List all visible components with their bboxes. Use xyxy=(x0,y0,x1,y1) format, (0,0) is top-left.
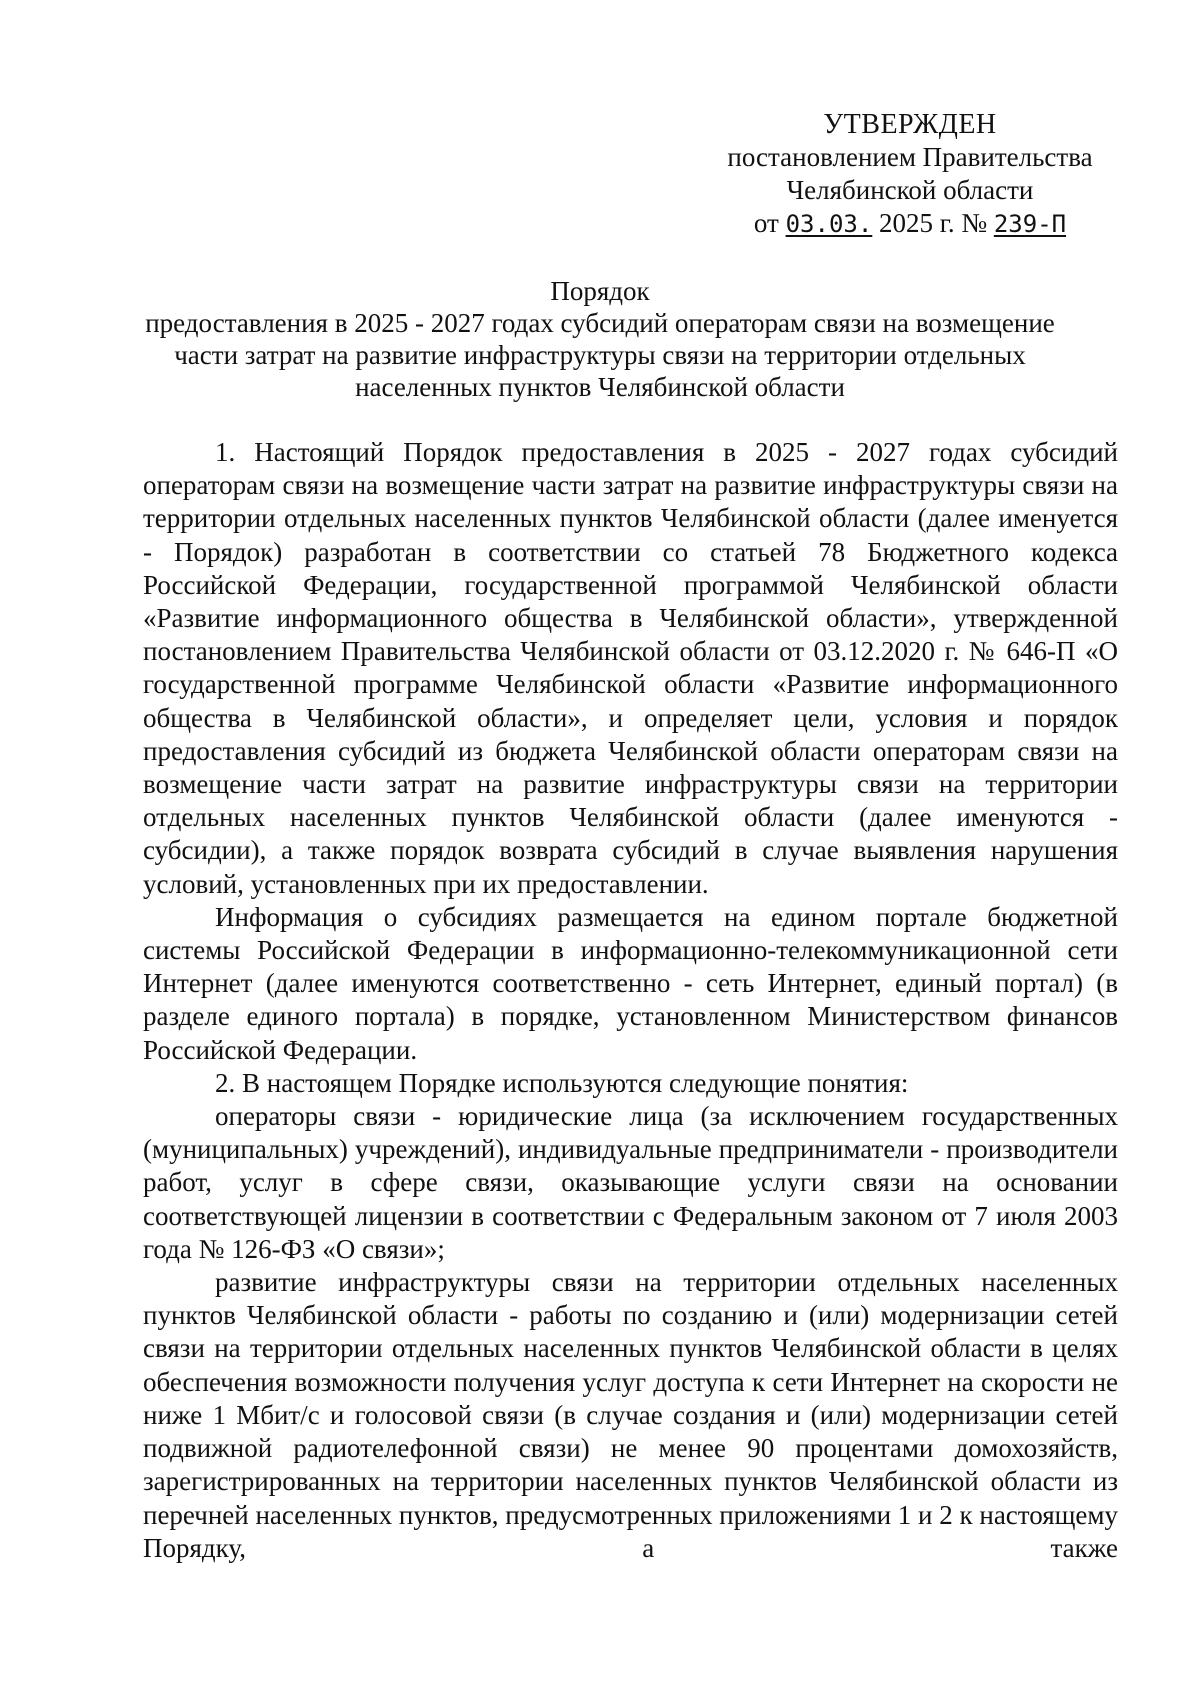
approval-date: 03.03. xyxy=(785,210,873,238)
title-line-2: части затрат на развитие инфраструктуры связи на территории отдельных xyxy=(174,340,1026,370)
approved-by-line: постановлением Правительства xyxy=(727,142,1093,172)
approved-heading: УТВЕРЖДЕН xyxy=(823,109,997,140)
approved-region-line: Челябинской области xyxy=(786,175,1034,205)
title-line-3: населенных пунктов Челябинской области xyxy=(355,372,845,402)
date-prefix: от xyxy=(753,208,779,238)
paragraph-2: Информация о субсидиях размещается на едином портале бюджетной системы Российской Федерации в информационно-телекоммуникационной сети Интернет (далее именуются соответственно - сеть Интернет, единый портал) (в разделе единого портала) в порядке, установленном Министерством финансов Российской Федерации. xyxy=(143,901,1118,1065)
approval-number: 239-П xyxy=(993,210,1067,238)
document-title xyxy=(100,275,1100,403)
title-heading: Порядок xyxy=(550,276,650,306)
title-line-1: предоставления в 2025 - 2027 годах субсидий операторам связи на возмещение xyxy=(145,308,1055,338)
paragraph-3: 2. В настоящем Порядке используются следующие понятия: xyxy=(215,1067,909,1098)
approval-date-line xyxy=(700,207,1120,241)
paragraph-5: развитие инфраструктуры связи на территории отдельных населенных пунктов Челябинской области - работы по созданию и (или) модернизации сетей связи на территории отдельных населенных пунктов Челябинской области в целях обеспечения возможности получения услуг доступа к сети Интернет на скорости не ниже 1 Мбит/с и голосовой связи (в случае создания и (или) модернизации сетей подвижной радиотелефонной связи) не менее 90 процентами домохозяйств, зарегистрированных на территории населенных пунктов Челябинской области из перечней населенных пунктов, предусмотренных приложениями 1 и 2 к настоящему Порядку, а также xyxy=(143,1267,1118,1563)
approval-stamp xyxy=(700,108,1120,241)
paragraph-4: операторы связи - юридические лица (за исключением государственных (муниципальных) учреждений), индивидуальные предприниматели - производители работ, услуг в сфере связи, оказывающие услуги связи на основании соответствующей лицензии в соответствии с Федеральным законом от 7 июля 2003 года № 126-ФЗ «О связи»; xyxy=(143,1101,1118,1264)
paragraph-1: 1. Настоящий Порядок предоставления в 2025 - 2027 годах субсидий операторам связи на возмещение части затрат на развитие инфраструктуры связи на территории отдельных населенных пунктов Челябинской области (далее именуется - Порядок) разработан в соответствии со статьей 78 Бюджетного кодекса Российской Федерации, государственной программой Челябинской области «Развитие информационного общества в Челябинской области», утвержденной постановлением Правительства Челябинской области от 03.12.2020 г. № 646-П «О государственной программе Челябинской области «Развитие информационного общества в Челябинской области», и определяет цели, условия и порядок предоставления субсидий из бюджета Челябинской области операторам связи на возмещение части затрат на развитие инфраструктуры связи на территории отдельных населенных пунктов Челябинской области (далее именуются - субсидии), а также порядок возврата субсидий в случае выявления нарушения условий, установленных при их предоставлении. xyxy=(143,437,1118,899)
document-body xyxy=(143,436,1118,1565)
year-and-number-label: 2025 г. № xyxy=(879,208,988,238)
